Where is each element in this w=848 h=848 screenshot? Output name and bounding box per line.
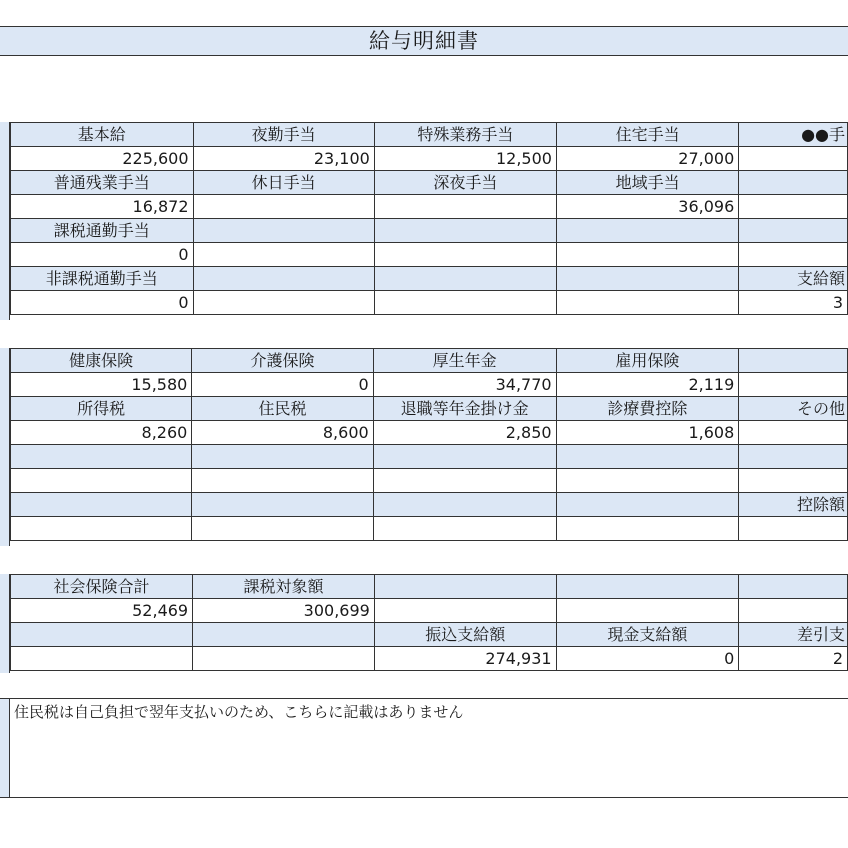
payments-label-cell: 非課税通勤手当	[11, 267, 194, 291]
totals-label-cell	[11, 623, 193, 647]
deductions-value-cell	[556, 517, 739, 541]
payments-label-cell: 深夜手当	[374, 171, 556, 195]
deductions-value-cell: 15,580	[11, 373, 192, 397]
deductions-value-cell	[556, 469, 739, 493]
deductions-value-cell: 0	[192, 373, 373, 397]
payments-value-cell	[556, 243, 738, 267]
deductions-value-cell	[739, 517, 848, 541]
payments-label-cell: 地域手当	[556, 171, 738, 195]
totals-value-cell: 274,931	[374, 647, 556, 671]
document-title: 給与明細書	[369, 29, 479, 53]
totals-value-cell: 52,469	[11, 599, 193, 623]
deductions-value-cell: 8,260	[11, 421, 192, 445]
totals-table	[10, 574, 848, 671]
deductions-value-cell	[373, 469, 556, 493]
deductions-label-cell	[373, 493, 556, 517]
payments-label-cell: 特殊業務手当	[374, 123, 556, 147]
deductions-label-cell: 退職等年金掛け金	[373, 397, 556, 421]
deductions-value-cell: 2,119	[556, 373, 739, 397]
payments-value-cell	[193, 243, 374, 267]
payments-label-cell: 普通残業手当	[11, 171, 194, 195]
payments-value-cell	[193, 195, 374, 219]
payments-left-strip	[0, 122, 10, 320]
deductions-row	[11, 493, 848, 517]
payments-label-cell: 基本給	[11, 123, 194, 147]
totals-value-cell	[739, 599, 848, 623]
totals-row	[11, 623, 848, 647]
payments-label-cell	[193, 219, 374, 243]
deductions-label-cell	[192, 493, 373, 517]
payments-label-cell	[739, 171, 848, 195]
payments-label-cell: 休日手当	[193, 171, 374, 195]
payments-value-cell	[374, 291, 556, 315]
totals-value-cell	[556, 599, 739, 623]
deductions-left-strip	[0, 348, 10, 546]
payments-value-cell	[739, 243, 848, 267]
deductions-row	[11, 517, 848, 541]
payments-label-cell	[739, 219, 848, 243]
payments-value-cell: 3	[739, 291, 848, 315]
totals-value-cell: 300,699	[193, 599, 375, 623]
payments-label-cell: 課税通勤手当	[11, 219, 194, 243]
payments-label-cell: 住宅手当	[556, 123, 738, 147]
deductions-label-cell: 健康保険	[11, 349, 192, 373]
deductions-label-cell: 住民税	[192, 397, 373, 421]
payments-value-cell	[193, 291, 374, 315]
payments-value-cell: 0	[11, 243, 194, 267]
payments-row	[11, 147, 848, 171]
deductions-row	[11, 349, 848, 373]
payments-label-cell: 支給額	[739, 267, 848, 291]
deductions-value-cell	[739, 469, 848, 493]
totals-left-strip	[0, 574, 10, 673]
note-left-strip	[0, 699, 10, 797]
totals-row	[11, 599, 848, 623]
deductions-value-cell	[11, 469, 192, 493]
deductions-row	[11, 397, 848, 421]
deductions-label-cell	[556, 445, 739, 469]
deductions-table	[10, 348, 848, 541]
payments-value-cell: 0	[11, 291, 194, 315]
totals-label-cell	[374, 575, 556, 599]
deductions-value-cell	[192, 517, 373, 541]
totals-label-cell	[556, 575, 739, 599]
totals-value-cell: 0	[556, 647, 739, 671]
deductions-label-cell	[739, 445, 848, 469]
deductions-label-cell	[11, 493, 192, 517]
payments-value-cell	[739, 195, 848, 219]
payments-row	[11, 171, 848, 195]
totals-row	[11, 647, 848, 671]
payments-row	[11, 291, 848, 315]
payments-label-cell: 夜勤手当	[193, 123, 374, 147]
payments-value-cell: 36,096	[556, 195, 738, 219]
payments-value-cell: 12,500	[374, 147, 556, 171]
deductions-label-cell: 厚生年金	[373, 349, 556, 373]
deductions-label-cell: 雇用保険	[556, 349, 739, 373]
payments-value-cell: 23,100	[193, 147, 374, 171]
totals-label-cell	[193, 623, 375, 647]
deductions-row	[11, 373, 848, 397]
deductions-row	[11, 445, 848, 469]
deductions-row	[11, 421, 848, 445]
deductions-value-cell	[192, 469, 373, 493]
totals-label-cell: 社会保険合計	[11, 575, 193, 599]
payments-label-cell	[556, 267, 738, 291]
totals-label-cell	[739, 575, 848, 599]
deductions-value-cell: 2,850	[373, 421, 556, 445]
deductions-value-cell	[739, 373, 848, 397]
payments-label-cell	[374, 219, 556, 243]
payments-value-cell	[374, 243, 556, 267]
totals-value-cell: 2	[739, 647, 848, 671]
deductions-value-cell	[11, 517, 192, 541]
payments-row	[11, 243, 848, 267]
totals-row	[11, 575, 848, 599]
payments-label-cell	[556, 219, 738, 243]
payments-row	[11, 219, 848, 243]
deductions-value-cell: 8,600	[192, 421, 373, 445]
payments-value-cell	[374, 195, 556, 219]
deductions-value-cell	[373, 517, 556, 541]
deductions-label-cell	[556, 493, 739, 517]
totals-value-cell	[374, 599, 556, 623]
payments-value-cell	[556, 291, 738, 315]
deductions-label-cell	[373, 445, 556, 469]
deductions-label-cell: 介護保険	[192, 349, 373, 373]
totals-label-cell: 現金支給額	[556, 623, 739, 647]
payments-row	[11, 267, 848, 291]
deductions-label-cell: その他	[739, 397, 848, 421]
payments-row	[11, 195, 848, 219]
deductions-label-cell	[11, 445, 192, 469]
payments-label-cell	[193, 267, 374, 291]
deductions-label-cell	[192, 445, 373, 469]
payments-label-cell	[374, 267, 556, 291]
totals-label-cell: 振込支給額	[374, 623, 556, 647]
payments-value-cell: 16,872	[11, 195, 194, 219]
deductions-label-cell: 診療費控除	[556, 397, 739, 421]
payments-value-cell: 225,600	[11, 147, 194, 171]
totals-value-cell	[11, 647, 193, 671]
deductions-label-cell: 所得税	[11, 397, 192, 421]
deductions-label-cell	[739, 349, 848, 373]
note-box	[0, 698, 848, 798]
deductions-value-cell: 34,770	[373, 373, 556, 397]
title-bar	[0, 26, 848, 56]
payments-row	[11, 123, 848, 147]
payments-value-cell: 27,000	[556, 147, 738, 171]
deductions-label-cell: 控除額	[739, 493, 848, 517]
deductions-value-cell: 1,608	[556, 421, 739, 445]
payments-table	[10, 122, 848, 315]
note-text: 住民税は自己負担で翌年支払いのため、こちらに記載はありません	[14, 703, 464, 721]
payments-value-cell	[739, 147, 848, 171]
totals-label-cell: 課税対象額	[193, 575, 375, 599]
totals-label-cell: 差引支	[739, 623, 848, 647]
payments-label-cell: ●●手	[739, 123, 848, 147]
totals-value-cell	[193, 647, 375, 671]
deductions-value-cell	[739, 421, 848, 445]
deductions-row	[11, 469, 848, 493]
